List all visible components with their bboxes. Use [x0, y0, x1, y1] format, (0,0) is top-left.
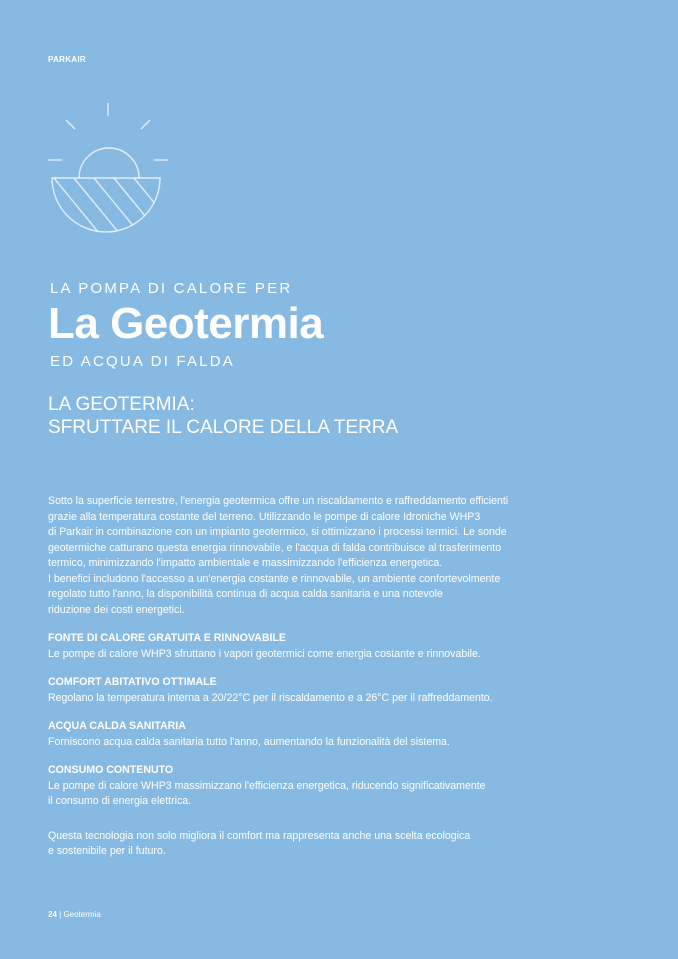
intro-line: I benefici includono l'accesso a un'energia costante e rinnovabile, un ambiente confortevolmente	[48, 572, 501, 585]
benefit-section	[48, 675, 628, 706]
heading-line-1: LA GEOTERMIA:	[48, 394, 195, 415]
intro-line: di Parkair in combinazione con un impianto geotermico, si ottimizzano i processi termici. Le sonde	[48, 526, 507, 538]
intro-line: Sotto la superficie terrestre, l'energia geotermica offre un riscaldamento e raffreddamento efficienti	[48, 495, 509, 507]
intro-paragraph	[48, 494, 628, 618]
body-content	[48, 494, 628, 860]
intro-line: grazie alla temperatura costante del terreno. Utilizzando le pompe di calore Idroniche WHP3	[48, 510, 481, 523]
footer-section: Geotermia	[63, 910, 101, 919]
benefit-title: CONSUMO CONTENUTO	[48, 764, 174, 776]
benefit-body: Forniscono acqua calda sanitaria tutto l'anno, aumentando la funzionalità del sistema.	[48, 735, 450, 748]
benefit-title: FONTE DI CALORE GRATUITA E RINNOVABILE	[48, 632, 286, 644]
benefit-title: ACQUA CALDA SANITARIA	[48, 720, 186, 732]
closing-line: e sostenibile per il futuro.	[48, 845, 166, 857]
benefit-body: Le pompe di calore WHP3 sfruttano i vapori geotermici come energia costante e rinnovabile.	[48, 647, 481, 660]
closing-line: Questa tecnologia non solo migliora il comfort ma rappresenta anche una scelta ecologica	[48, 829, 471, 842]
title-subkicker: ED ACQUA DI FALDA	[50, 353, 235, 370]
title-kicker: LA POMPA DI CALORE PER	[50, 280, 293, 297]
section-heading	[48, 393, 398, 439]
footer-separator: |	[56, 910, 64, 919]
benefit-section	[48, 631, 628, 662]
benefit-section	[48, 719, 628, 750]
intro-line: regolato tutto l'anno, la disponibilità continua di acqua calda sanitaria e una notevole	[48, 588, 443, 600]
heading-line-2: SFRUTTARE IL CALORE DELLA TERRA	[48, 417, 399, 438]
benefit-body: Le pompe di calore WHP3 massimizzano l'efficienza energetica, riducendo significativamente	[48, 779, 486, 792]
sunrise-ground-icon	[44, 98, 174, 233]
intro-line: riduzione dei costi energetici.	[48, 603, 185, 616]
page-number: 24	[48, 910, 57, 919]
page-footer	[48, 910, 101, 919]
page-title: La Geotermia	[48, 299, 324, 348]
benefit-title: COMFORT ABITATIVO OTTIMALE	[48, 676, 217, 688]
closing-paragraph	[48, 829, 628, 860]
benefit-body: il consumo di energia elettrica.	[48, 795, 192, 807]
intro-line: termico, minimizzando l'impatto ambientale e massimizzando l'efficienza energetica.	[48, 557, 443, 569]
intro-line: geotermiche catturano questa energia rinnovabile, e l'acqua di falda contribuisce al trasferimento	[48, 541, 502, 554]
brand-label: PARKAIR	[48, 55, 86, 64]
benefit-section	[48, 763, 628, 810]
benefit-body: Regolano la temperatura interna a 20/22°C per il riscaldamento e a 26°C per il raffreddamento.	[48, 691, 493, 704]
